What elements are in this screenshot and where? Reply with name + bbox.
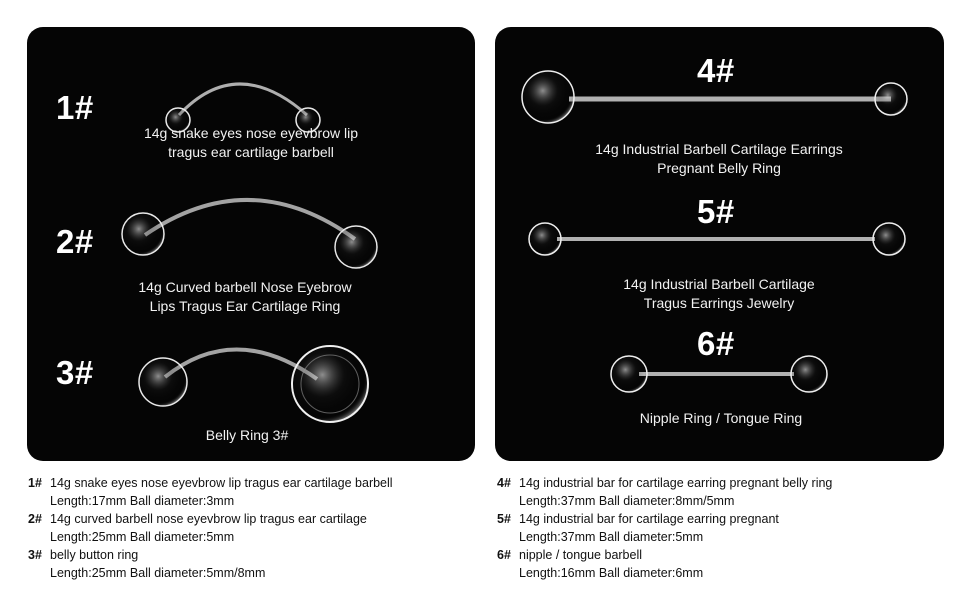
item-1-number: 1# <box>56 89 94 126</box>
item-6-caption-line-1: Nipple Ring / Tongue Ring <box>639 410 803 426</box>
spec-6-dims: Length:16mm Ball diameter:6mm <box>519 566 704 580</box>
spec-item-1 <box>28 474 393 510</box>
curved-barbell-image <box>115 177 385 277</box>
spec-1-tag: 1# <box>28 476 42 490</box>
industrial-barbell-4-image <box>519 69 919 129</box>
spec-item-2 <box>28 510 393 546</box>
spec-1-name: 14g snake eyes nose eyevbrow lip tragus ear cartilage barbell <box>50 476 393 490</box>
item-6-number: 6# <box>697 325 735 362</box>
spec-2-name: 14g curved barbell nose eyevbrow lip tragus ear cartilage <box>50 512 367 526</box>
spec-item-6 <box>497 546 832 582</box>
spec-5-tag: 5# <box>497 512 511 526</box>
spec-4-name: 14g industrial bar for cartilage earring pregnant belly ring <box>519 476 833 490</box>
item-2-caption <box>138 278 351 316</box>
spec-2-tag: 2# <box>28 512 42 526</box>
item-3-caption <box>206 426 289 445</box>
industrial-barbell-5-image <box>523 217 923 261</box>
specs-left-list <box>28 474 393 582</box>
spec-6-tag: 6# <box>497 548 511 562</box>
spec-3-dims: Length:25mm Ball diameter:5mm/8mm <box>50 566 266 580</box>
tongue-barbell-image <box>609 353 831 397</box>
item-2-caption-line-1: 14g Curved barbell Nose Eyebrow <box>138 279 352 295</box>
spec-2-dims: Length:25mm Ball diameter:5mm <box>50 530 235 544</box>
spec-5-name: 14g industrial bar for cartilage earring pregnant <box>519 512 779 526</box>
item-2-caption-line-2: Lips Tragus Ear Cartilage Ring <box>149 298 341 314</box>
spec-item-4 <box>497 474 832 510</box>
spec-6-name: nipple / tongue barbell <box>519 548 643 562</box>
item-1-caption-line-2: tragus ear cartilage barbell <box>168 144 334 160</box>
item-4-caption-line-1: 14g Industrial Barbell Cartilage Earrings <box>595 141 843 157</box>
spec-4-tag: 4# <box>497 476 511 490</box>
item-1-caption <box>144 124 358 162</box>
item-5-caption-line-2: Tragus Earrings Jewelry <box>643 295 795 311</box>
item-5-caption-line-1: 14g Industrial Barbell Cartilage <box>623 276 815 292</box>
belly-ring-image <box>135 327 375 427</box>
item-3-number: 3# <box>56 354 94 391</box>
specs-right-list <box>497 474 832 582</box>
left-product-panel <box>27 27 475 461</box>
spec-3-name: belly button ring <box>50 548 139 562</box>
spec-4-dims: Length:37mm Ball diameter:8mm/5mm <box>519 494 735 508</box>
spec-5-dims: Length:37mm Ball diameter:5mm <box>519 530 704 544</box>
item-3-caption-line-1: Belly Ring 3# <box>205 427 289 443</box>
item-5-caption <box>623 275 814 313</box>
spec-3-tag: 3# <box>28 548 42 562</box>
spec-item-3 <box>28 546 393 582</box>
item-2-number: 2# <box>56 223 94 260</box>
spec-item-5 <box>497 510 832 546</box>
item-4-caption <box>595 140 842 178</box>
item-5-number: 5# <box>697 193 735 230</box>
spec-1-dims: Length:17mm Ball diameter:3mm <box>50 494 235 508</box>
item-1-caption-line-1: 14g snake eyes nose eyevbrow lip <box>143 125 359 141</box>
item-4-number: 4# <box>697 52 735 89</box>
item-4-caption-line-2: Pregnant Belly Ring <box>657 160 781 176</box>
item-6-caption <box>640 409 802 428</box>
right-product-panel <box>495 27 944 461</box>
